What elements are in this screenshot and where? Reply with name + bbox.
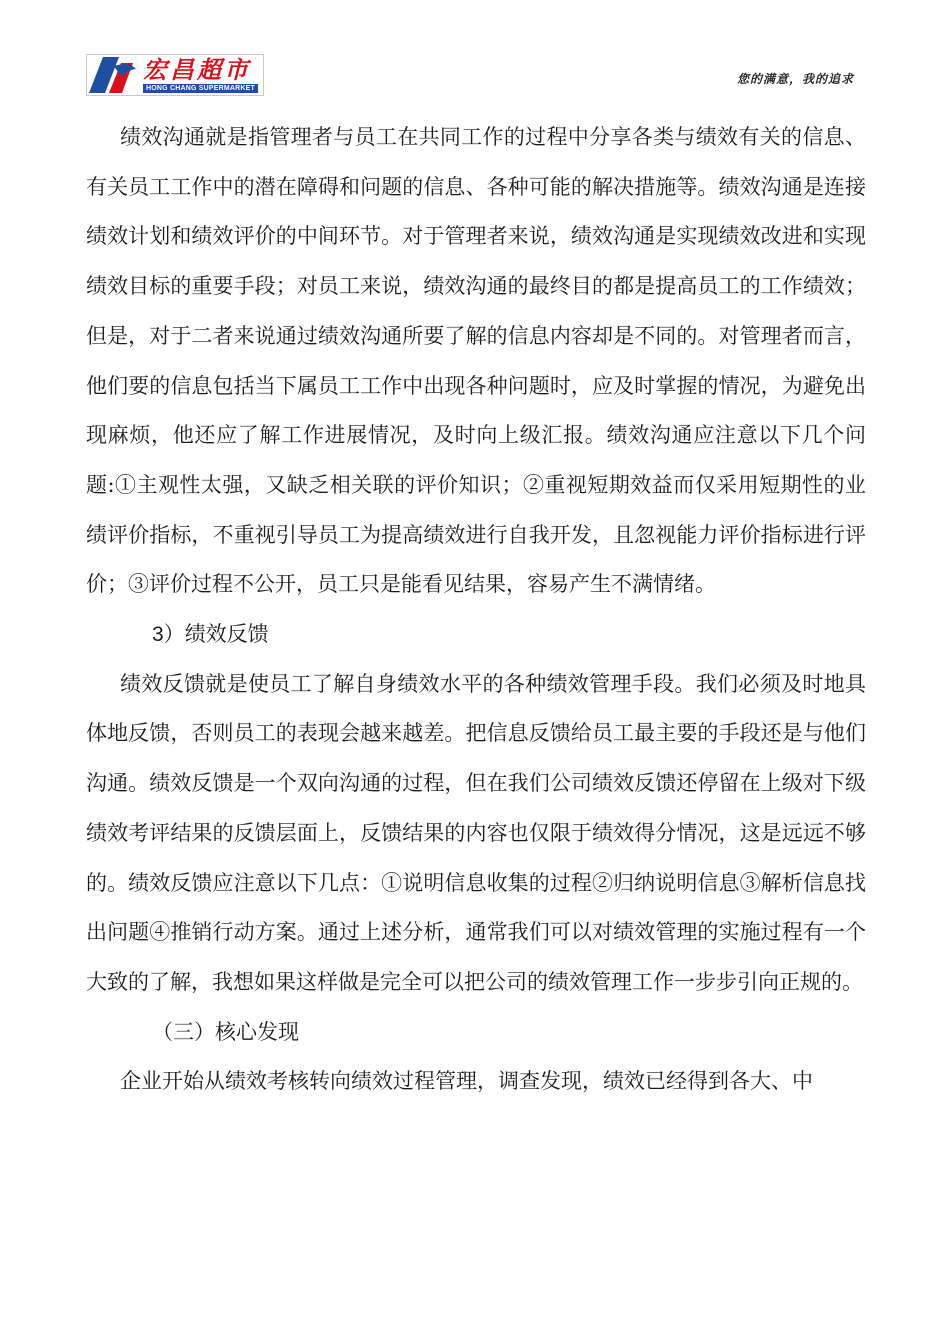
section-heading-performance-feedback xyxy=(86,610,866,660)
paragraph-core-findings: 企业开始从绩效考核转向绩效过程管理，调查发现，绩效已经得到各大、中 xyxy=(120,1069,813,1094)
company-logo xyxy=(86,54,264,96)
paragraph-performance-communication: 绩效沟通就是指管理者与员工在共同工作的过程中分享各类与绩效有关的信息、有关员工工作中的潜在障碍和问题的信息、各种可能的解决措施等。绩效沟通是连接绩效计划和绩效评价的中间环节。对于管理者来说，绩效沟通是实现绩效改进和实现绩效目标的重要手段；对员工来说，绩效沟通的最终目的都是提高员工的工作绩效；但是，对于二者来说通过绩效沟通所要了解的信息内容却是不同的。对管理者而言，他们要的信息包括当下属员工工作中出现各种问题时，应及时掌握的情况，为避免出现麻烦，他还应了解工作进展情况，及时向上级汇报。绩效沟通应注意以下几个问题:①主观性太强，又缺乏相关联的评价知识；②重视短期效益而仅采用短期性的业绩评价指标，不重视引导员工为提高绩效进行自我开发，且忽视能力评价指标进行评价；③评价过程不公开，员工只是能看见结果，容易产生不满情绪。 xyxy=(86,125,866,597)
heading-text: 绩效反馈 xyxy=(184,622,269,647)
page-header xyxy=(86,54,866,96)
section-heading-core-findings: （三）核心发现 xyxy=(152,1019,299,1044)
document-body xyxy=(86,113,866,1107)
logo-english-name: HONG CHANG SUPERMARKET xyxy=(143,84,258,93)
header-slogan: 您的满意，我的追求 xyxy=(736,72,854,86)
paragraph-performance-feedback: 绩效反馈就是使员工了解自身绩效水平的各种绩效管理手段。我们必须及时地具体地反馈，否则员工的表现会越来越差。把信息反馈给员工最主要的手段还是与他们沟通。绩效反馈是一个双向沟通的过程，但在我们公司绩效反馈还停留在上级对下级绩效考评结果的反馈层面上，反馈结果的内容也仅限于绩效得分情况，这是远远不够的。绩效反馈应注意以下几点：①说明信息收集的过程②归纳说明信息③解析信息找出问题④推销行动方案。通过上述分析，通常我们可以对绩效管理的实施过程有一个大致的了解，我想如果这样做是完全可以把公司的绩效管理工作一步步引向正规的。 xyxy=(86,671,866,994)
logo-chinese-name: 宏昌超市 xyxy=(143,55,251,84)
logo-emblem-icon xyxy=(89,57,139,93)
heading-number: 3） xyxy=(152,623,185,647)
